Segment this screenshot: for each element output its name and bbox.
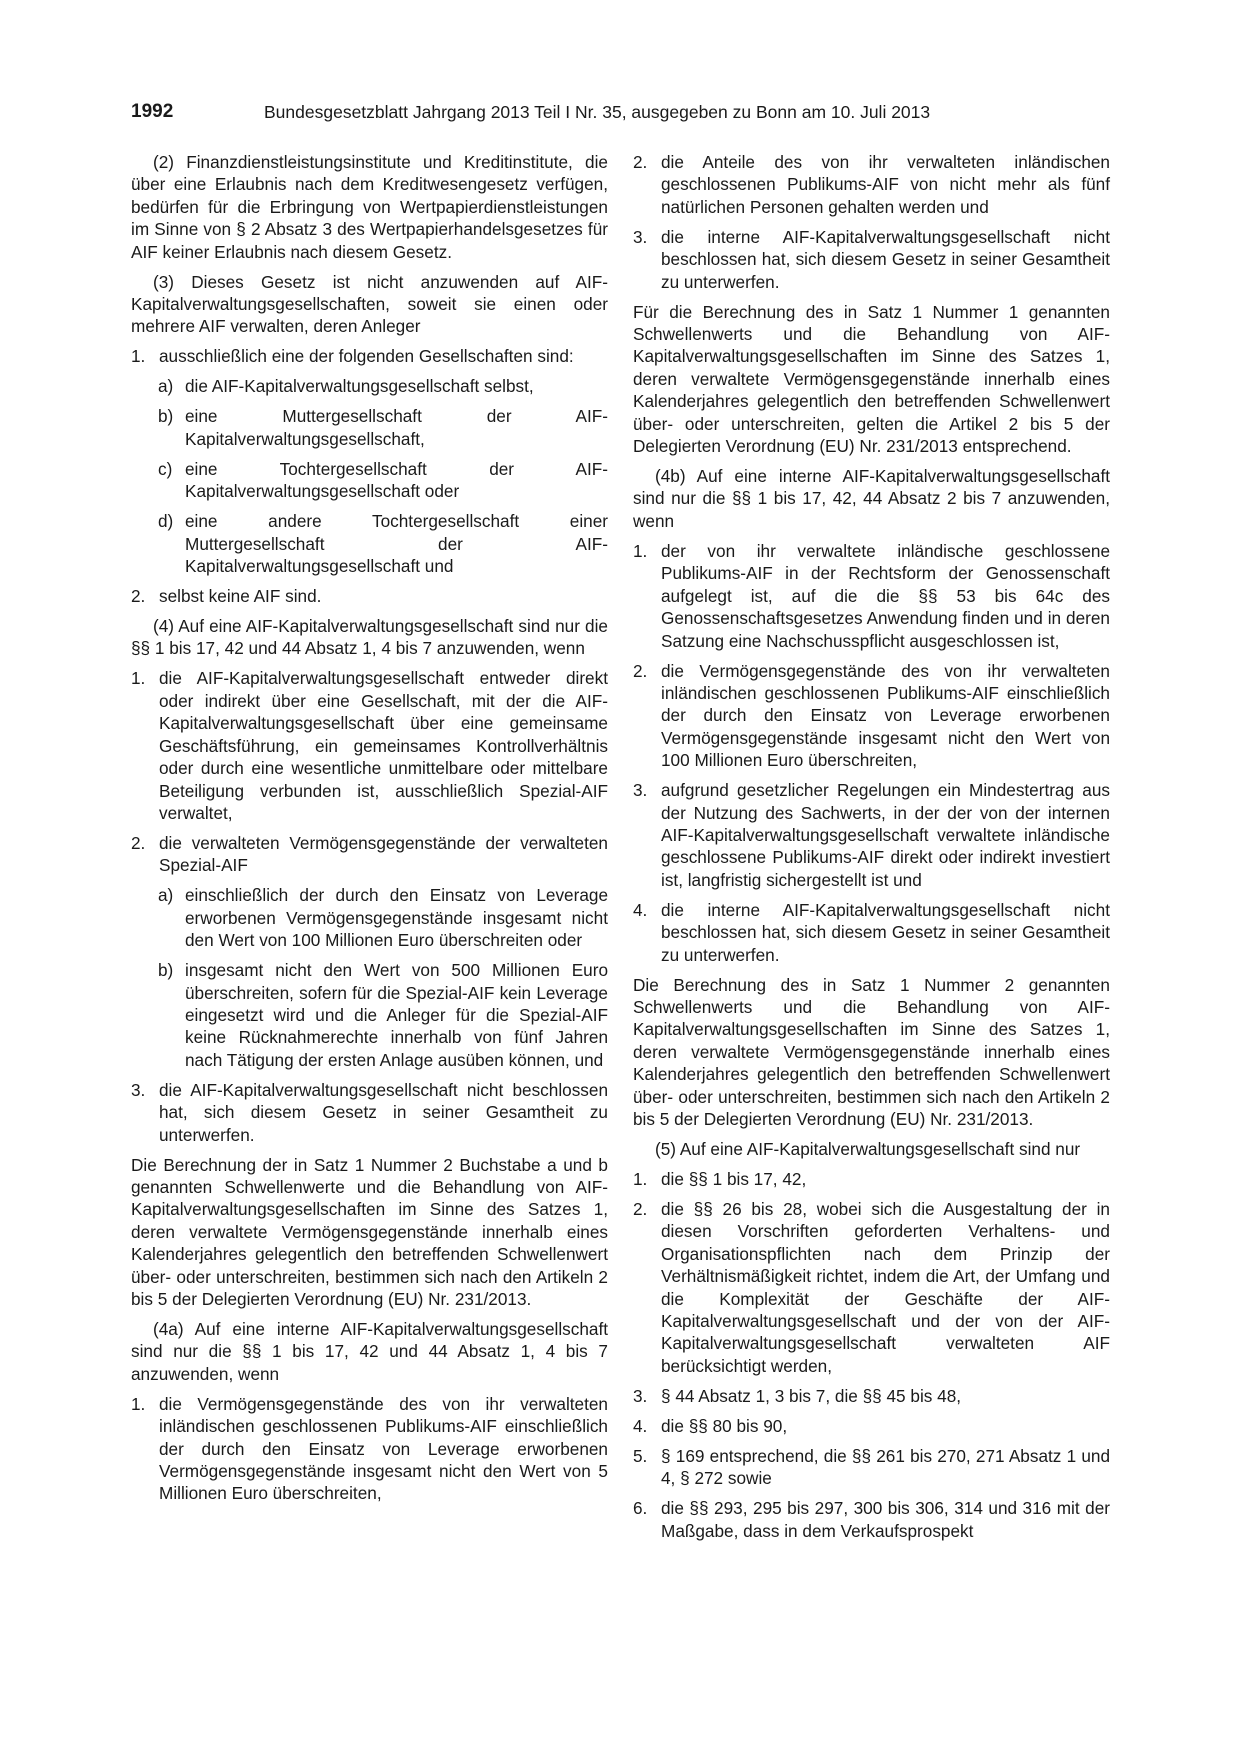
list-number: 2. — [633, 1199, 648, 1219]
sub-list-text: die AIF-Kapitalverwaltungsgesellschaft selbst, — [185, 376, 534, 397]
list-text: die §§ 293, 295 bis 297, 300 bis 306, 314 und 316 mit der Maßgabe, dass in dem Verkaufsprospekt — [661, 1498, 1110, 1541]
list-text: die §§ 26 bis 28, wobei sich die Ausgestaltung der in diesen Vorschriften geforderten Verhaltens- und Organisationspflichten nach dem Prinzip der Verhältnismäßigkeit richtet, indem die Art, der Umfang und die Komplexität der Geschäfte der AIF-Kapitalverwaltungsgesellschaft und der von der AIF-Kapitalverwaltungsgesellschaft verwalteten AIF berücksichtigt werden, — [661, 1199, 1110, 1376]
list-number: 2. — [633, 152, 648, 172]
list-text: die interne AIF-Kapitalverwaltungsgesellschaft nicht beschlossen hat, sich diesem Gesetz in seiner Gesamtheit zu unterwerfen. — [661, 226, 1110, 292]
list-number: 5. — [633, 1445, 648, 1466]
sub-list-letter: a) — [158, 376, 174, 397]
list-item — [633, 1445, 1110, 1490]
sub-list-item — [131, 884, 608, 951]
list-number: 3. — [131, 1079, 146, 1100]
paragraph-5: (5) Auf eine AIF-Kapitalverwaltungsgesellschaft sind nur — [655, 1139, 1081, 1159]
sub-list-text: eine andere Tochtergesellschaft einer Muttergesellschaft der AIF-Kapitalverwaltungsgesellschaft und — [185, 511, 608, 577]
list-item — [633, 660, 1110, 772]
list-text: § 44 Absatz 1, 3 bis 7, die §§ 45 bis 48, — [661, 1385, 962, 1406]
list-text: die interne AIF-Kapitalverwaltungsgesellschaft nicht beschlossen hat, sich diesem Gesetz in seiner Gesamtheit zu unterwerfen. — [661, 899, 1110, 965]
list-text: die Vermögensgegenstände des von ihr verwalteten inländischen geschlossenen Publikums-AIF einschließlich der durch den Einsatz von Leverage erworbenen Vermögensgegenstände insgesamt nicht den Wert von 100 Millionen Euro überschreiten, — [661, 660, 1110, 771]
list-number: 3. — [633, 780, 648, 801]
list-text: die Anteile des von ihr verwalteten inländischen geschlossenen Publikums-AIF von nicht mehr als fünf natürlichen Personen gehalten werden und — [661, 152, 1110, 217]
list-number: 1. — [131, 346, 146, 367]
list-item — [131, 1079, 608, 1146]
sub-list-item — [131, 375, 608, 397]
paragraph-4: (4) Auf eine AIF-Kapitalverwaltungsgesellschaft sind nur die §§ 1 bis 17, 42 und 44 Absatz 1, 4 bis 7 anzuwenden, wenn — [131, 616, 608, 659]
sub-list-item — [131, 959, 608, 1071]
list-text: die §§ 80 bis 90, — [661, 1415, 788, 1436]
sub-list-letter: b) — [158, 406, 174, 427]
list-text: die verwalteten Vermögensgegenstände der verwalteten Spezial-AIF — [159, 832, 608, 876]
paragraph-4b: (4b) Auf eine interne AIF-Kapitalverwaltungsgesellschaft sind nur die §§ 1 bis 17, 42, 44 Absatz 2 bis 7 anzuwenden, wenn — [633, 466, 1110, 531]
sub-list-letter: a) — [158, 885, 174, 906]
paragraph-4a-tail: Für die Berechnung des in Satz 1 Nummer 1 genannten Schwellenwerts und die Behandlung von AIF-Kapitalverwaltungsgesellschaften im Sinne des Satzes 1, deren verwaltete Vermögensgegenstände innerhalb eines Kalenderjahres gelegentlich den betreffenden Schwellenwert über- oder unterschreiten, gelten die Artikel 2 bis 5 der Delegierten Verordnung (EU) Nr. 231/2013 entsprechend. — [633, 301, 1110, 457]
list-item — [633, 779, 1110, 891]
paragraph-3: (3) Dieses Gesetz ist nicht anzuwenden auf AIF-Kapitalverwaltungsgesellschaften, soweit sie einen oder mehrere AIF verwalten, deren Anleger — [131, 271, 608, 337]
list-item — [633, 1385, 1110, 1407]
left-column — [131, 151, 608, 1505]
sub-list-text: einschließlich der durch den Einsatz von Leverage erworbenen Vermögensgegenstände insgesamt nicht den Wert von 100 Millionen Euro überschreiten oder — [185, 885, 608, 951]
list-item — [633, 540, 1110, 652]
sub-list-text: insgesamt nicht den Wert von 500 Millionen Euro überschreiten, sofern für die Spezial-AIF kein Leverage eingesetzt wird und die Anleger für die Spezial-AIF keine Rücknahmerechte innerhalb von fünf Jahren nach Tätigung der ersten Anlage ausüben können, und — [185, 960, 608, 1070]
list-item — [633, 226, 1110, 293]
list-item — [131, 832, 608, 877]
list-text: die Vermögensgegenstände des von ihr verwalteten inländischen geschlossenen Publikums-AIF einschließlich der durch den Einsatz von Leverage erworbenen Vermögensgegenstände insgesamt nicht den Wert von 5 Millionen Euro überschreiten, — [159, 1393, 608, 1504]
list-item — [633, 1198, 1110, 1377]
page-number: 1992 — [131, 101, 174, 122]
list-number: 1. — [633, 540, 648, 561]
sub-list-letter: b) — [158, 960, 174, 981]
list-text: selbst keine AIF sind. — [159, 586, 322, 607]
list-text: § 169 entsprechend, die §§ 261 bis 270, 271 Absatz 1 und 4, § 272 sowie — [661, 1445, 1110, 1489]
paragraph-2: (2) Finanzdienstleistungsinstitute und Kreditinstitute, die über eine Erlaubnis nach dem Kreditwesengesetz verfügen, bedürfen für die Erbringung von Wertpapierdienstleistungen im Sinne von § 2 Absatz 3 des Wertpapierhandelsgesetzes für AIF keiner Erlaubnis nach diesem Gesetz. — [131, 152, 608, 262]
list-number: 4. — [633, 1415, 648, 1436]
list-number: 2. — [633, 660, 648, 681]
paragraph-4-tail: Die Berechnung der in Satz 1 Nummer 2 Buchstabe a und b genannten Schwellenwerte und die Behandlung von AIF-Kapitalverwaltungsgesellschaften im Sinne des Satzes 1, deren verwaltete Vermögensgegenstände innerhalb eines Kalenderjahres gelegentlich den betreffenden Schwellenwert über- oder unterschreiten, bestimmen sich nach den Artikeln 2 bis 5 der Delegierten Verordnung (EU) Nr. 231/2013. — [131, 1154, 608, 1309]
sub-list-letter: c) — [158, 458, 173, 479]
list-item — [131, 585, 608, 607]
sub-list-letter: d) — [158, 511, 174, 532]
list-text: die AIF-Kapitalverwaltungsgesellschaft nicht beschlossen hat, sich diesem Gesetz in seiner Gesamtheit zu unterwerfen. — [159, 1079, 608, 1145]
header-title: Bundesgesetzblatt Jahrgang 2013 Teil I Nr. 35, ausgegeben zu Bonn am 10. Juli 2013 — [264, 102, 931, 122]
list-item — [131, 1393, 608, 1505]
list-item — [633, 1415, 1110, 1437]
sub-list-item — [131, 510, 608, 577]
list-number: 6. — [633, 1498, 648, 1519]
sub-list-text: eine Tochtergesellschaft der AIF-Kapitalverwaltungsgesellschaft oder — [185, 458, 608, 502]
list-item — [633, 1497, 1110, 1542]
list-number: 1. — [131, 1393, 146, 1414]
list-text: die AIF-Kapitalverwaltungsgesellschaft entweder direkt oder indirekt über eine Gesellschaft, mit der die AIF-Kapitalverwaltungsgesellschaft über eine gemeinsame Geschäftsführung, ein gemeinsames Kontrollverhältnis oder durch eine wesentliche unmittelbare oder mittelbare Beteiligung verbunden ist, ausschließlich Spezial-AIF verwaltet, — [159, 668, 608, 823]
list-number: 3. — [633, 226, 648, 247]
list-number: 1. — [131, 668, 146, 689]
list-text: der von ihr verwaltete inländische geschlossene Publikums-AIF in der Rechtsform der Genossenschaft aufgelegt ist, auf die die §§ 53 bis 64c des Genossenschaftsgesetzes Anwendung finden und in deren Satzung eine Nachschusspflicht ausgeschlossen ist, — [661, 540, 1110, 651]
page-header — [131, 100, 1111, 124]
list-number: 4. — [633, 899, 648, 920]
list-item — [131, 667, 608, 824]
list-number: 2. — [131, 832, 146, 853]
paragraph-4b-tail: Die Berechnung des in Satz 1 Nummer 2 genannten Schwellenwerts und die Behandlung von AIF-Kapitalverwaltungsgesellschaften im Sinne des Satzes 1, deren verwaltete Vermögensgegenstände innerhalb eines Kalenderjahres gelegentlich den betreffenden Schwellenwert über- oder unterschreiten, bestimmen sich nach den Artikeln 2 bis 5 der Delegierten Verordnung (EU) Nr. 231/2013. — [633, 974, 1110, 1129]
list-item — [633, 151, 1110, 218]
list-text: aufgrund gesetzlicher Regelungen ein Mindestertrag aus der Nutzung des Sachwerts, in der der von der internen AIF-Kapitalverwaltungsgesellschaft verwaltete inländische geschlossene Publikums-AIF direkt oder indirekt investiert ist, langfristig sichergestellt ist und — [661, 780, 1110, 890]
paragraph-4a: (4a) Auf eine interne AIF-Kapitalverwaltungsgesellschaft sind nur die §§ 1 bis 17, 42 und 44 Absatz 1, 4 bis 7 anzuwenden, wenn — [131, 1319, 608, 1384]
list-number: 1. — [633, 1169, 648, 1189]
sub-list-text: eine Muttergesellschaft der AIF-Kapitalverwaltungsgesellschaft, — [185, 406, 608, 449]
list-item — [633, 1168, 1110, 1190]
sub-list-item — [131, 458, 608, 503]
sub-list-item — [131, 405, 608, 450]
list-item — [131, 345, 608, 367]
list-text: ausschließlich eine der folgenden Gesellschaften sind: — [159, 346, 574, 367]
list-number: 2. — [131, 586, 146, 607]
list-number: 3. — [633, 1385, 648, 1406]
list-text: die §§ 1 bis 17, 42, — [661, 1169, 807, 1189]
right-column — [633, 151, 1110, 1542]
list-item — [633, 899, 1110, 966]
